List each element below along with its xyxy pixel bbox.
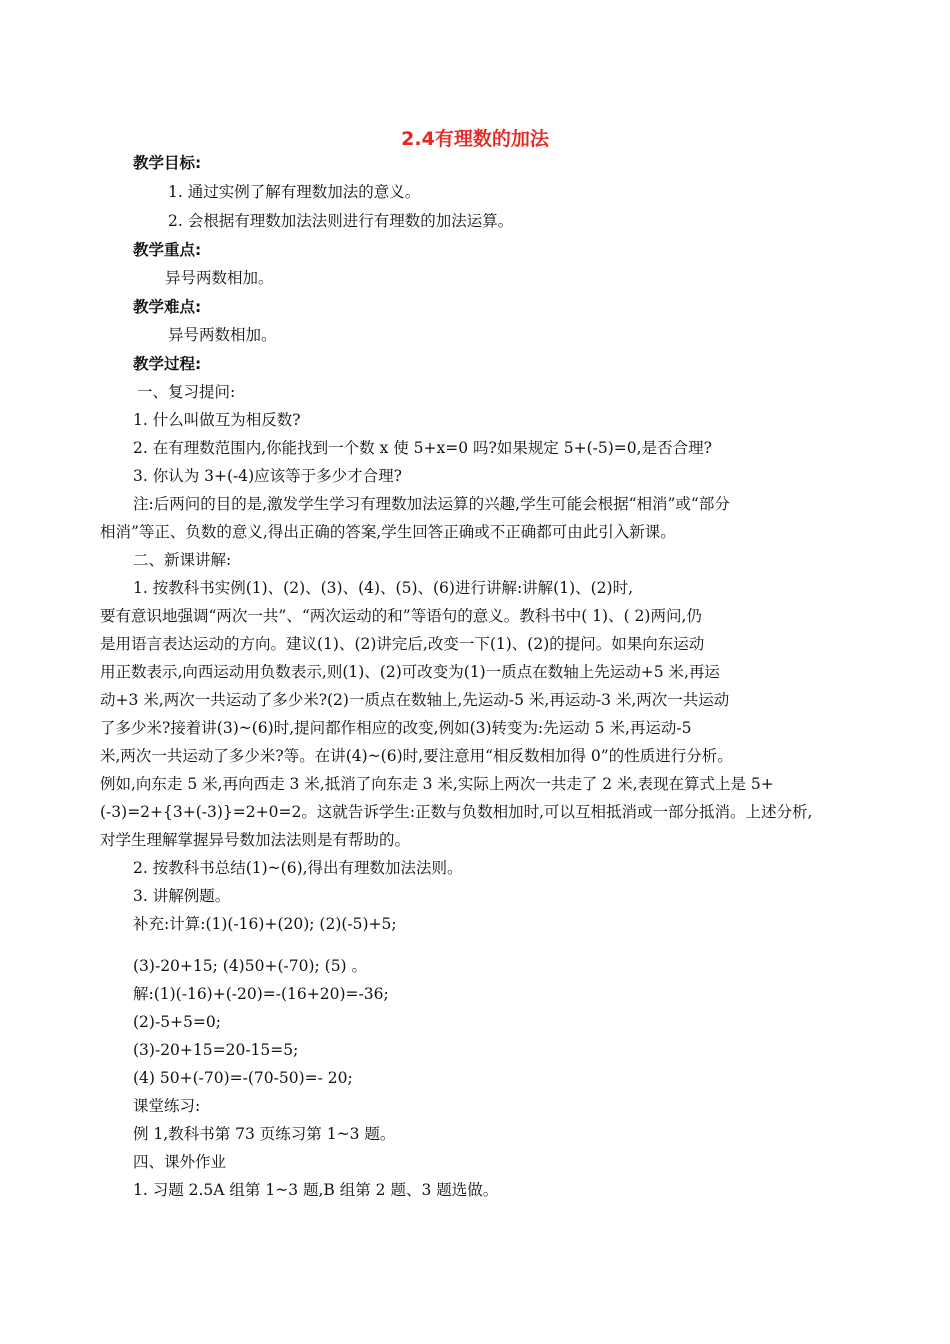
- paragraph-line-7: 米,两次一共运动了多少米?等。在讲(4)~(6)时,要注意用“相反数相加得 0”的性质进行分析。: [100, 747, 733, 765]
- paragraph-line-2: 要有意识地强调“两次一共”、“两次运动的和”等语句的意义。教科书中( 1)、( 2)两问,仍: [100, 607, 702, 625]
- paragraph-line-4: 用正数表示,向西运动用负数表示,则(1)、(2)可改变为(1)一质点在数轴上先运动+5 米,再运: [100, 663, 720, 681]
- new-lesson-heading: 二、新课讲解:: [133, 551, 232, 569]
- paragraph-line-1: 1. 按教科书实例(1)、(2)、(3)、(4)、(5)、(6)进行讲解:讲解(1)、(2)时,: [133, 579, 634, 597]
- paragraph-line-3: 是用语言表达运动的方向。建议(1)、(2)讲完后,改变一下(1)、(2)的提问。如果向东运动: [100, 635, 705, 653]
- goals-heading: 教学目标:: [133, 154, 202, 172]
- supplement-exercises-line-2: (3)-20+15; (4)50+(-70); (5) 。: [133, 957, 368, 975]
- supplement-exercises: 补充:计算:(1)(-16)+(20); (2)(-5)+5;: [133, 915, 397, 933]
- practice-heading: 课堂练习:: [133, 1097, 201, 1115]
- goal-1: 1. 通过实例了解有理数加法的意义。: [168, 183, 421, 201]
- review-question-3: 3. 你认为 3+(-4)应该等于多少才合理?: [133, 467, 402, 485]
- solution-4: (4) 50+(-70)=-(70-50)=- 20;: [133, 1069, 353, 1087]
- process-heading: 教学过程:: [133, 355, 202, 373]
- review-question-1: 1. 什么叫做互为相反数?: [133, 411, 301, 429]
- review-question-2: 2. 在有理数范围内,你能找到一个数 x 使 5+x=0 吗?如果规定 5+(-5)=0,是否合理?: [133, 439, 712, 457]
- paragraph-line-5: 动+3 米,两次一共运动了多少米?(2)一质点在数轴上,先运动-5 米,再运动-3 米,两次一共运动: [100, 691, 730, 709]
- homework-text: 1. 习题 2.5A 组第 1~3 题,B 组第 2 题、3 题选做。: [133, 1181, 499, 1199]
- paragraph-line-8: 例如,向东走 5 米,再向西走 3 米,抵消了向东走 3 米,实际上两次一共走了 2 米,表现在算式上是 5+: [100, 775, 774, 793]
- key-point-heading: 教学重点:: [133, 241, 202, 259]
- note-line-2: 相消”等正、负数的意义,得出正确的答案,学生回答正确或不正确都可由此引入新课。: [100, 523, 676, 541]
- note-line-1: 注:后两问的目的是,激发学生学习有理数加法运算的兴趣,学生可能会根据“相消”或“部分: [133, 495, 730, 513]
- difficulty-text: 异号两数相加。: [168, 326, 277, 344]
- step-3: 3. 讲解例题。: [133, 887, 231, 905]
- solution-1: 解:(1)(-16)+(-20)=-(16+20)=-36;: [133, 985, 389, 1003]
- review-heading: 一、复习提问:: [137, 383, 236, 401]
- goal-2: 2. 会根据有理数加法法则进行有理数的加法运算。: [168, 212, 514, 230]
- homework-heading: 四、课外作业: [133, 1153, 227, 1171]
- difficulty-heading: 教学难点:: [133, 298, 202, 316]
- step-2: 2. 按教科书总结(1)~(6),得出有理数加法法则。: [133, 859, 463, 877]
- page-title: 2.4有理数的加法: [401, 128, 549, 150]
- key-point-text: 异号两数相加。: [165, 269, 274, 287]
- practice-text: 例 1,教科书第 73 页练习第 1~3 题。: [133, 1125, 396, 1143]
- paragraph-line-9: (-3)=2+{3+(-3)}=2+0=2。这就告诉学生:正数与负数相加时,可以互相抵消或一部分抵消。上述分析,: [100, 803, 813, 821]
- solution-3: (3)-20+15=20-15=5;: [133, 1041, 299, 1059]
- solution-2: (2)-5+5=0;: [133, 1013, 221, 1031]
- paragraph-line-10: 对学生理解掌握异号数加法法则是有帮助的。: [100, 831, 411, 849]
- paragraph-line-6: 了多少米?接着讲(3)~(6)时,提问都作相应的改变,例如(3)转变为:先运动 5 米,再运动-5: [100, 719, 692, 737]
